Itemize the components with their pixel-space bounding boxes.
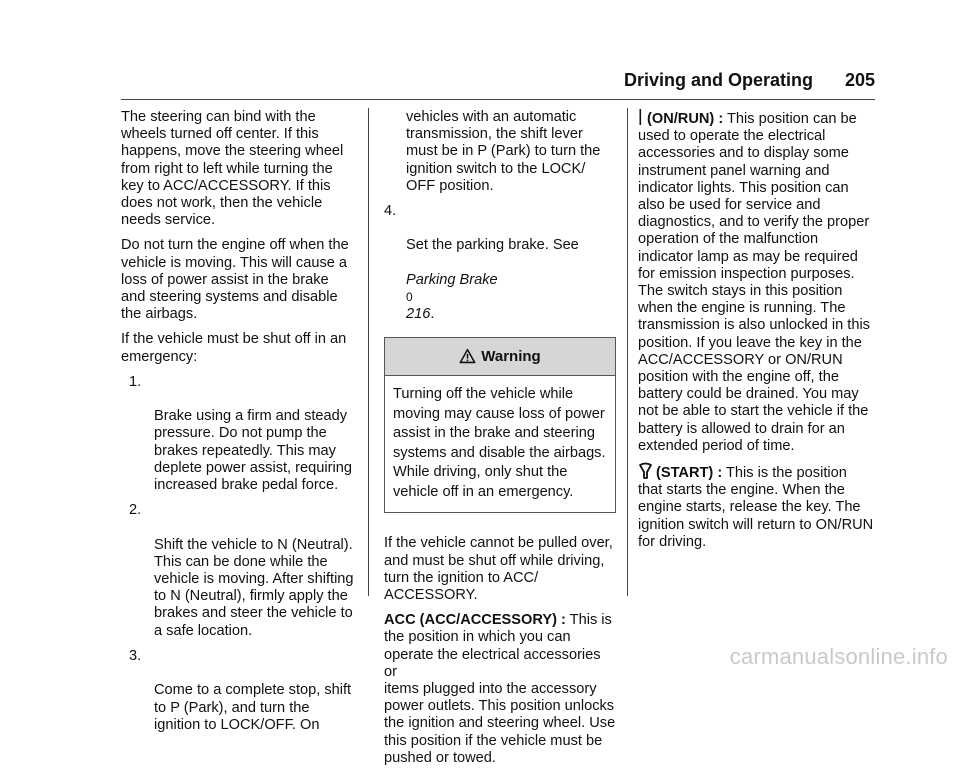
- list-number: 2.: [129, 502, 142, 519]
- column-divider-1: [368, 108, 369, 596]
- warning-header: [385, 338, 615, 376]
- list-item-3-continued: vehicles with an automatic transmission, the shift lever must be in P (Park) to turn the ignition switch to the LOCK/ OFF position.: [406, 109, 601, 194]
- paragraph-engine-off-warning: Do not turn the engine off when the vehicle is moving. This will cause a loss of power assist in the brake and steering systems and disable the airbags.: [121, 237, 349, 323]
- paragraph-emergency-intro: If the vehicle must be shut off in an emergency:: [121, 331, 347, 365]
- warning-box: [384, 337, 616, 513]
- paragraph-on-run-position: [638, 109, 878, 455]
- page-ref-number[interactable]: 216: [406, 306, 431, 323]
- section-title: Driving and Operating: [623, 70, 813, 90]
- parking-brake-link[interactable]: Parking Brake: [406, 271, 498, 288]
- list-number: 4.: [384, 203, 397, 220]
- period: .: [430, 306, 435, 323]
- acc-label: ACC (ACC/ACCESSORY) :: [384, 612, 566, 629]
- ignition-on-run-icon: [638, 109, 644, 125]
- watermark-text: carmanualsonline.info: [729, 644, 948, 669]
- column-1: [121, 109, 357, 742]
- column-2: [384, 109, 616, 775]
- header-divider: [121, 99, 875, 100]
- list-text: Brake using a firm and steady pressure. Do not pump the brakes repeatedly. This may deplete power assist, requiring increased brake pedal force.: [154, 408, 352, 494]
- list-text: Come to a complete stop, shift to P (Park), and turn the ignition to LOCK/OFF. On: [154, 682, 352, 733]
- page-header: [121, 72, 875, 98]
- list-item-1: [121, 374, 357, 494]
- warning-title: Warning: [481, 348, 541, 366]
- start-description: This is the position that starts the engine. When the engine starts, release the key. The ignition switch will return to ON/RUN for driving.: [638, 465, 874, 550]
- page-number: 205: [844, 70, 875, 90]
- list-item-2: [121, 502, 357, 640]
- paragraph-steering-bind: The steering can bind with the wheels turned off center. If this happens, move the steering wheel from right to left while turning the key to ACC/ACCESSORY. If this does not work, then the vehicle needs service.: [121, 109, 344, 229]
- warning-triangle-icon: [459, 348, 476, 365]
- list-item-3: [121, 648, 357, 734]
- list-number: 1.: [129, 373, 142, 390]
- list-text: Set the parking brake. See: [406, 237, 579, 254]
- start-label: (START) :: [656, 465, 723, 482]
- ignition-start-icon: [638, 463, 653, 479]
- warning-body: Turning off the vehicle while moving may cause loss of power assist in the brake and steering systems and disable the airbags. While driving, only shut the vehicle off in an emergency.: [393, 386, 606, 500]
- column-3: [638, 109, 878, 559]
- acc-description: This is the position in which you can operate the electrical accessories or items plugged into the accessory power outlets. This position unlocks the ignition and steering wheel. Use this position if the vehicle must be pushed or towed.: [384, 612, 616, 766]
- on-run-description: This position can be used to operate the electrical accessories and to display some instrument panel warning and indicator lights. This position can also be used for service and diagnostics, and to verify the proper operation of the malfunction indicator lamp as may be required for emission inspection purposes. The switch stays in this position when the engine is running. The transmission is also unlocked in this position. If you leave the key in the ACC/ACCESSORY or ON/RUN position with the engine off, the battery could be drained. You may not be able to start the vehicle if the battery is allowed to drain for an extended period of time.: [638, 111, 870, 454]
- paragraph-start-position: [638, 463, 878, 551]
- page-ref-arrow-icon: 0: [406, 290, 413, 305]
- list-text: Shift the vehicle to N (Neutral). This can be done while the vehicle is moving. After shifting to N (Neutral), firmly apply the brakes and steer the vehicle to a safe location.: [154, 536, 354, 639]
- column-divider-2: [627, 108, 628, 596]
- paragraph-acc-position: [384, 612, 616, 767]
- paragraph-cannot-pull-over: If the vehicle cannot be pulled over, and must be shut off while driving, turn the ignition to ACC/ ACCESSORY.: [384, 535, 613, 604]
- on-run-label: (ON/RUN) :: [647, 111, 724, 127]
- list-number: 3.: [129, 647, 142, 664]
- list-item-4: [384, 203, 616, 323]
